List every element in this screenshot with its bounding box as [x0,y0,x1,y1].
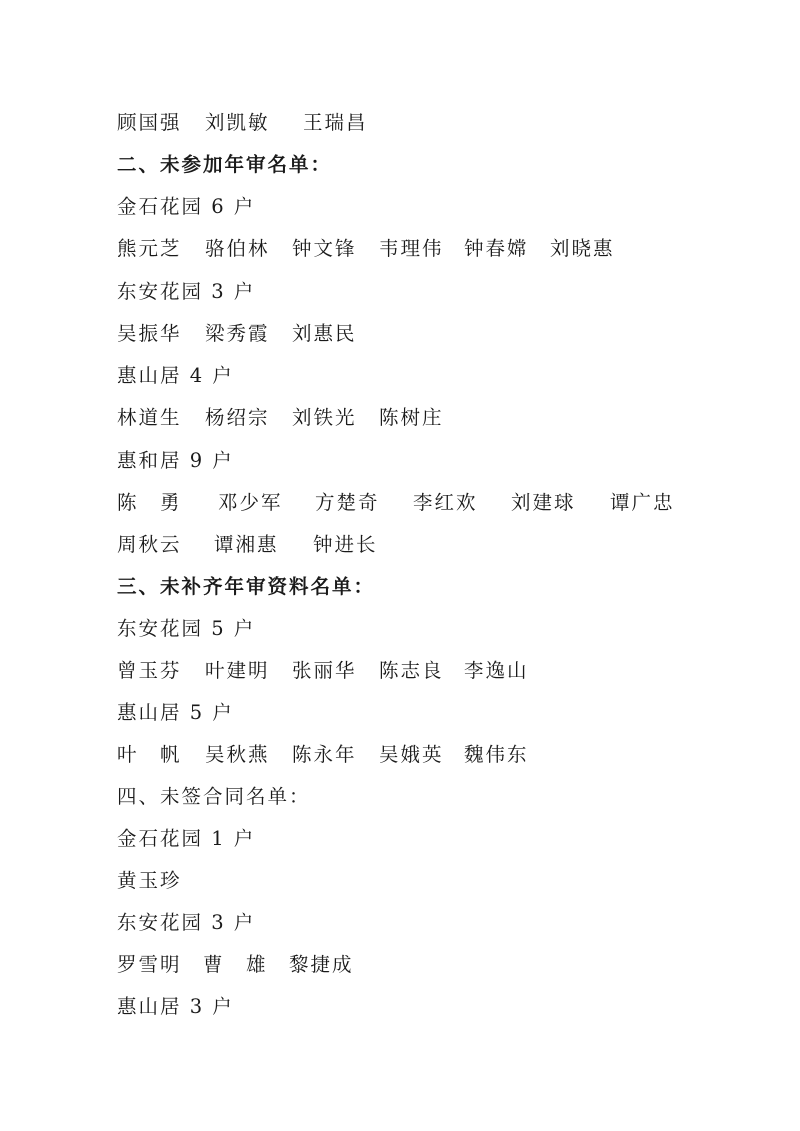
resident-name: 钟进长 [313,533,378,556]
section-heading-2: 二、未参加年审名单： [117,153,333,176]
resident-name: 邓少军 [218,491,283,514]
resident-name: 顾国强 [117,111,182,134]
resident-name: 陈永年 [292,743,357,766]
resident-name: 韦理伟 [379,237,444,260]
resident-name: 魏伟东 [464,743,529,766]
resident-name: 钟春嫦 [464,237,529,260]
resident-name: 刘晓惠 [550,237,615,260]
group-label: 惠山居 3 户 [117,995,234,1018]
resident-name: 吴娥英 [379,743,444,766]
resident-name: 林道生 [117,406,182,429]
resident-name: 周秋云 [117,533,182,556]
resident-name: 刘惠民 [292,322,357,345]
resident-name: 李红欢 [413,491,478,514]
group-label: 东安花园 5 户 [117,617,256,640]
resident-name: 叶建明 [205,659,270,682]
resident-name: 吴秋燕 [205,743,270,766]
resident-name: 叶 帆 [117,743,182,766]
group-label: 东安花园 3 户 [117,280,256,303]
resident-name: 钟文锋 [292,237,357,260]
resident-name: 王瑞昌 [303,111,368,134]
section-heading-4: 四、未签合同名单： [117,785,311,808]
resident-name: 黄玉珍 [117,869,182,892]
resident-name: 刘建球 [511,491,576,514]
resident-name: 谭广忠 [610,491,675,514]
resident-name: 黎捷成 [289,953,354,976]
group-label: 惠山居 5 户 [117,701,234,724]
resident-name: 谭湘惠 [214,533,279,556]
resident-name: 张丽华 [292,659,357,682]
resident-name: 曾玉芬 [117,659,182,682]
resident-name: 杨绍宗 [205,406,270,429]
resident-name: 刘凯敏 [205,111,270,134]
resident-name: 骆伯林 [205,237,270,260]
resident-name: 吴振华 [117,322,182,345]
resident-name: 熊元芝 [117,237,182,260]
resident-name: 陈志良 [379,659,444,682]
group-label: 金石花园 1 户 [117,827,256,850]
resident-name: 罗雪明 [117,953,182,976]
resident-name: 陈 勇 [117,491,182,514]
resident-name: 陈树庄 [379,406,444,429]
group-label: 惠和居 9 户 [117,449,234,472]
resident-name: 刘铁光 [292,406,357,429]
group-label: 东安花园 3 户 [117,911,256,934]
resident-name: 方楚奇 [315,491,380,514]
section-heading-3: 三、未补齐年审资料名单： [117,575,376,598]
resident-name: 梁秀霞 [205,322,270,345]
group-label: 惠山居 4 户 [117,364,234,387]
resident-name: 曹 雄 [203,953,268,976]
group-label: 金石花园 6 户 [117,195,256,218]
resident-name: 李逸山 [464,659,529,682]
